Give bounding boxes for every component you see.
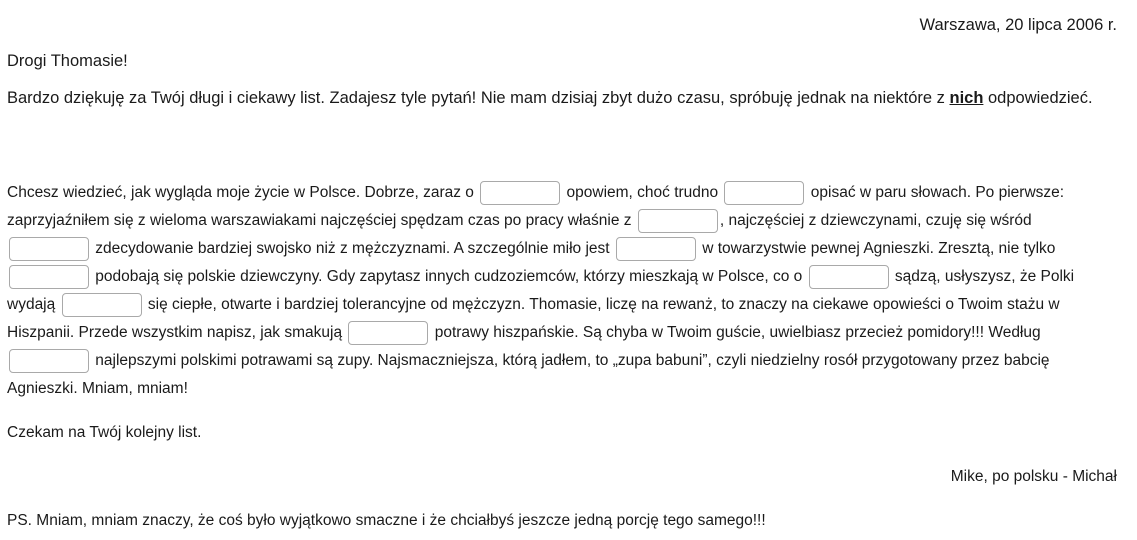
letter-signature: Mike, po polsku - Michał <box>950 468 1117 485</box>
gap-fill-exercise <box>7 179 1117 403</box>
exercise-text: , najczęściej z dziewczynami, czuję się wśród <box>719 212 1032 229</box>
letter-intro <box>7 89 1117 107</box>
intro-text-end: odpowiedzieć. <box>983 89 1093 107</box>
blank-input-7[interactable] <box>809 265 889 289</box>
exercise-text: potrawy hiszpańskie. Są chyba w Twoim guście, uwielbiasz przecież pomidory!!! Według <box>430 324 1041 341</box>
letter-date: Warszawa, 20 lipca 2006 r. <box>919 16 1117 34</box>
exercise-text: sądzą, usłyszysz, że Polki wydają <box>7 268 1075 313</box>
blank-input-9[interactable] <box>348 321 428 345</box>
exercise-text: zdecydowanie bardziej swojsko niż z mężczyznami. A szczególnie miło jest <box>91 240 614 257</box>
exercise-text: opisać w paru słowach. Po pierwsze: zaprzyjaźniłem się z wieloma warszawiakami najczęściej spędzam czas po pracy właśnie z <box>7 184 1065 229</box>
blank-input-4[interactable] <box>9 237 89 261</box>
blank-input-2[interactable] <box>724 181 804 205</box>
exercise-text: opowiem, choć trudno <box>562 184 723 201</box>
intro-emphasis: nich <box>949 89 984 107</box>
exercise-text: w towarzystwie pewnej Agnieszki. Zresztą, nie tylko <box>697 240 1056 257</box>
exercise-text: się ciepłe, otwarte i bardziej tolerancyjne od mężczyzn. Thomasie, liczę na rewanż, to znaczy na ciekawe opowieści o Twoim stażu w Hiszpanii. Przede wszystkim napisz, jak smakują <box>7 296 1060 341</box>
blank-input-10[interactable] <box>9 349 89 373</box>
letter-postscript: PS. Mniam, mniam znaczy, że coś było wyjątkowo smaczne i że chciałbyś jeszcze jedną porcję tego samego!!! <box>7 512 766 529</box>
exercise-text: podobają się polskie dziewczyny. Gdy zapytasz innych cudzoziemców, którzy mieszkają w Polsce, co o <box>91 268 807 285</box>
exercise-text: Chcesz wiedzieć, jak wygląda moje życie w Polsce. Dobrze, zaraz o <box>7 184 479 201</box>
letter-closing: Czekam na Twój kolejny list. <box>7 424 202 441</box>
blank-input-3[interactable] <box>638 209 718 233</box>
letter-greeting: Drogi Thomasie! <box>7 52 128 70</box>
intro-text: Bardzo dziękuję za Twój długi i ciekawy list. Zadajesz tyle pytań! Nie mam dzisiaj zbyt dużo czasu, spróbuję jednak na niektóre z <box>7 89 950 107</box>
blank-input-1[interactable] <box>480 181 560 205</box>
blank-input-8[interactable] <box>62 293 142 317</box>
blank-input-5[interactable] <box>616 237 696 261</box>
blank-input-6[interactable] <box>9 265 89 289</box>
exercise-text: najlepszymi polskimi potrawami są zupy. Najsmaczniejsza, którą jadłem, to „zupa babuni”, czyli niedzielny rosół przygotowany przez babcię Agnieszki. Mniam, mniam! <box>7 352 1050 397</box>
